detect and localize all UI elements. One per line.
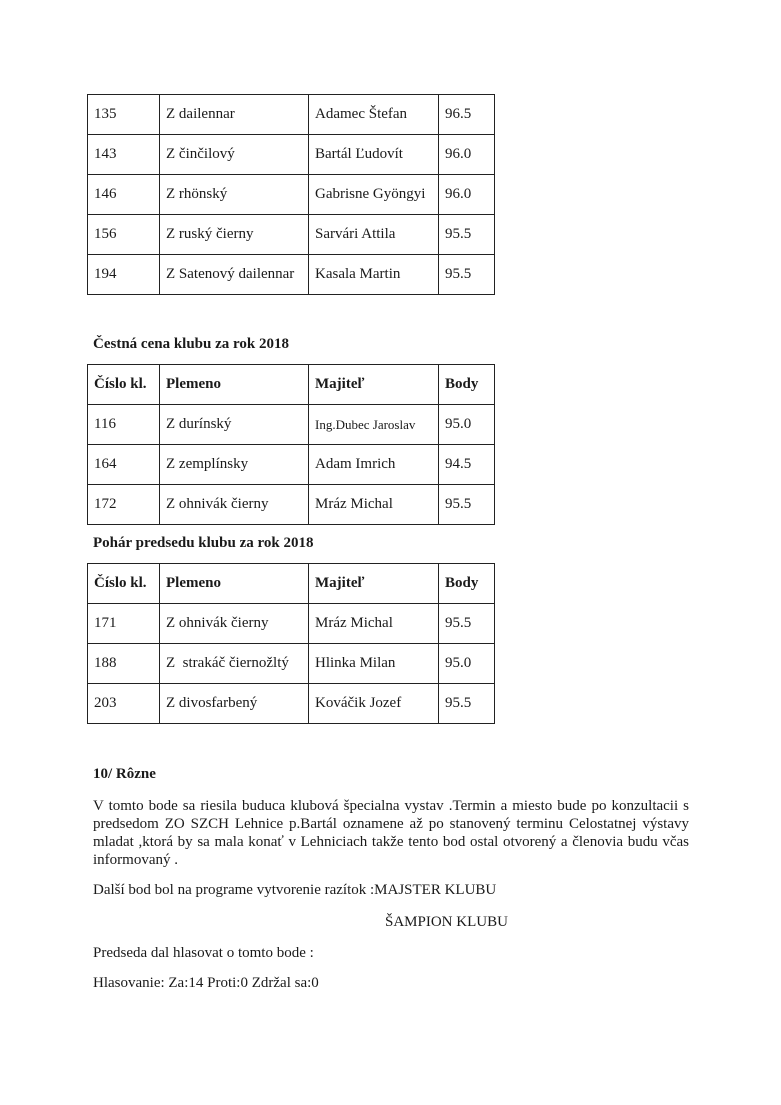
column-header: Číslo kl. xyxy=(88,365,160,405)
table-cell: 95.5 xyxy=(439,215,495,255)
table-cell: 203 xyxy=(88,684,160,724)
column-header: Plemeno xyxy=(160,365,309,405)
column-header: Body xyxy=(439,564,495,604)
table-row xyxy=(88,95,495,135)
table-cell: 96.0 xyxy=(439,135,495,175)
column-header: Majiteľ xyxy=(309,564,439,604)
column-header: Majiteľ xyxy=(309,365,439,405)
table-row xyxy=(88,644,495,684)
table-cell: 146 xyxy=(88,175,160,215)
table-cell: 95.5 xyxy=(439,485,495,525)
table-cell: 96.5 xyxy=(439,95,495,135)
table-cell: 194 xyxy=(88,255,160,295)
table-cell: 116 xyxy=(88,405,160,445)
section-title-chairman-cup: Pohár predsedu klubu za rok 2018 xyxy=(93,535,314,551)
paragraph-misc: V tomto bode sa riesila buduca klubová špecialna vystav .Termin a miesto bude po konzultacii s predsedom ZO SZCH Lehnice p.Bartál oznamene až po stanovený terminu Celostatnej výstavy mladat ,ktorá by sa mala konať v Lehniciach takže tento bod ostal otvorený a členovia budu včas informovaný . xyxy=(93,798,689,868)
table-cell: 171 xyxy=(88,604,160,644)
table-cell: 188 xyxy=(88,644,160,684)
table-cell: Z ruský čierny xyxy=(160,215,309,255)
table-cell: Z divosfarbený xyxy=(160,684,309,724)
table-row xyxy=(88,405,495,445)
table-cell: 95.5 xyxy=(439,684,495,724)
table-row xyxy=(88,175,495,215)
table-row xyxy=(88,215,495,255)
table-cell: Z durínský xyxy=(160,405,309,445)
table-cell: 135 xyxy=(88,95,160,135)
stamps-line-2: ŠAMPION KLUBU xyxy=(385,914,508,930)
column-header: Číslo kl. xyxy=(88,564,160,604)
table-row xyxy=(88,604,495,644)
table-cell: 96.0 xyxy=(439,175,495,215)
table-cell: Bartál Ľudovít xyxy=(309,135,439,175)
table-row xyxy=(88,684,495,724)
table-header-row xyxy=(88,564,495,604)
table-cell: Kováčik Jozef xyxy=(309,684,439,724)
table-cell: 95.0 xyxy=(439,644,495,684)
table-cell: 94.5 xyxy=(439,445,495,485)
table-cell: Kasala Martin xyxy=(309,255,439,295)
table-cell: 164 xyxy=(88,445,160,485)
table-row xyxy=(88,255,495,295)
table-cell: 172 xyxy=(88,485,160,525)
table-cell: Gabrisne Gyöngyi xyxy=(309,175,439,215)
table-row xyxy=(88,445,495,485)
table-cell: Adam Imrich xyxy=(309,445,439,485)
table-cell: 95.5 xyxy=(439,255,495,295)
table-cell: Sarvári Attila xyxy=(309,215,439,255)
table-cell: Z dailennar xyxy=(160,95,309,135)
table-cell: Ing.Dubec Jaroslav xyxy=(309,405,439,445)
table-cell: Hlinka Milan xyxy=(309,644,439,684)
table-cell: Z rhönský xyxy=(160,175,309,215)
table-row xyxy=(88,485,495,525)
table-cell: Z Satenový dailennar xyxy=(160,255,309,295)
table-cell: Z činčilový xyxy=(160,135,309,175)
vote-result: Hlasovanie: Za:14 Proti:0 Zdržal sa:0 xyxy=(93,975,319,991)
table-cell: Z zemplínsky xyxy=(160,445,309,485)
vote-intro: Predseda dal hlasovat o tomto bode : xyxy=(93,945,314,961)
table-cell: 95.5 xyxy=(439,604,495,644)
table-cell: Z strakáč čiernožltý xyxy=(160,644,309,684)
results-table-honor-award xyxy=(87,364,495,525)
section-title-misc: 10/ Rôzne xyxy=(93,766,156,782)
table-cell: 95.0 xyxy=(439,405,495,445)
table-row xyxy=(88,135,495,175)
table-cell: Mráz Michal xyxy=(309,604,439,644)
table-cell: Z ohnivák čierny xyxy=(160,485,309,525)
column-header: Plemeno xyxy=(160,564,309,604)
results-table-1 xyxy=(87,94,495,295)
table-header-row xyxy=(88,365,495,405)
table-cell: Adamec Štefan xyxy=(309,95,439,135)
table-cell: Mráz Michal xyxy=(309,485,439,525)
table-cell: 143 xyxy=(88,135,160,175)
section-title-honor-award: Čestná cena klubu za rok 2018 xyxy=(93,336,289,352)
table-cell: Z ohnivák čierny xyxy=(160,604,309,644)
stamps-line: Další bod bol na programe vytvorenie razítok :MAJSTER KLUBU xyxy=(93,882,497,898)
table-cell: 156 xyxy=(88,215,160,255)
column-header: Body xyxy=(439,365,495,405)
results-table-chairman-cup xyxy=(87,563,495,724)
